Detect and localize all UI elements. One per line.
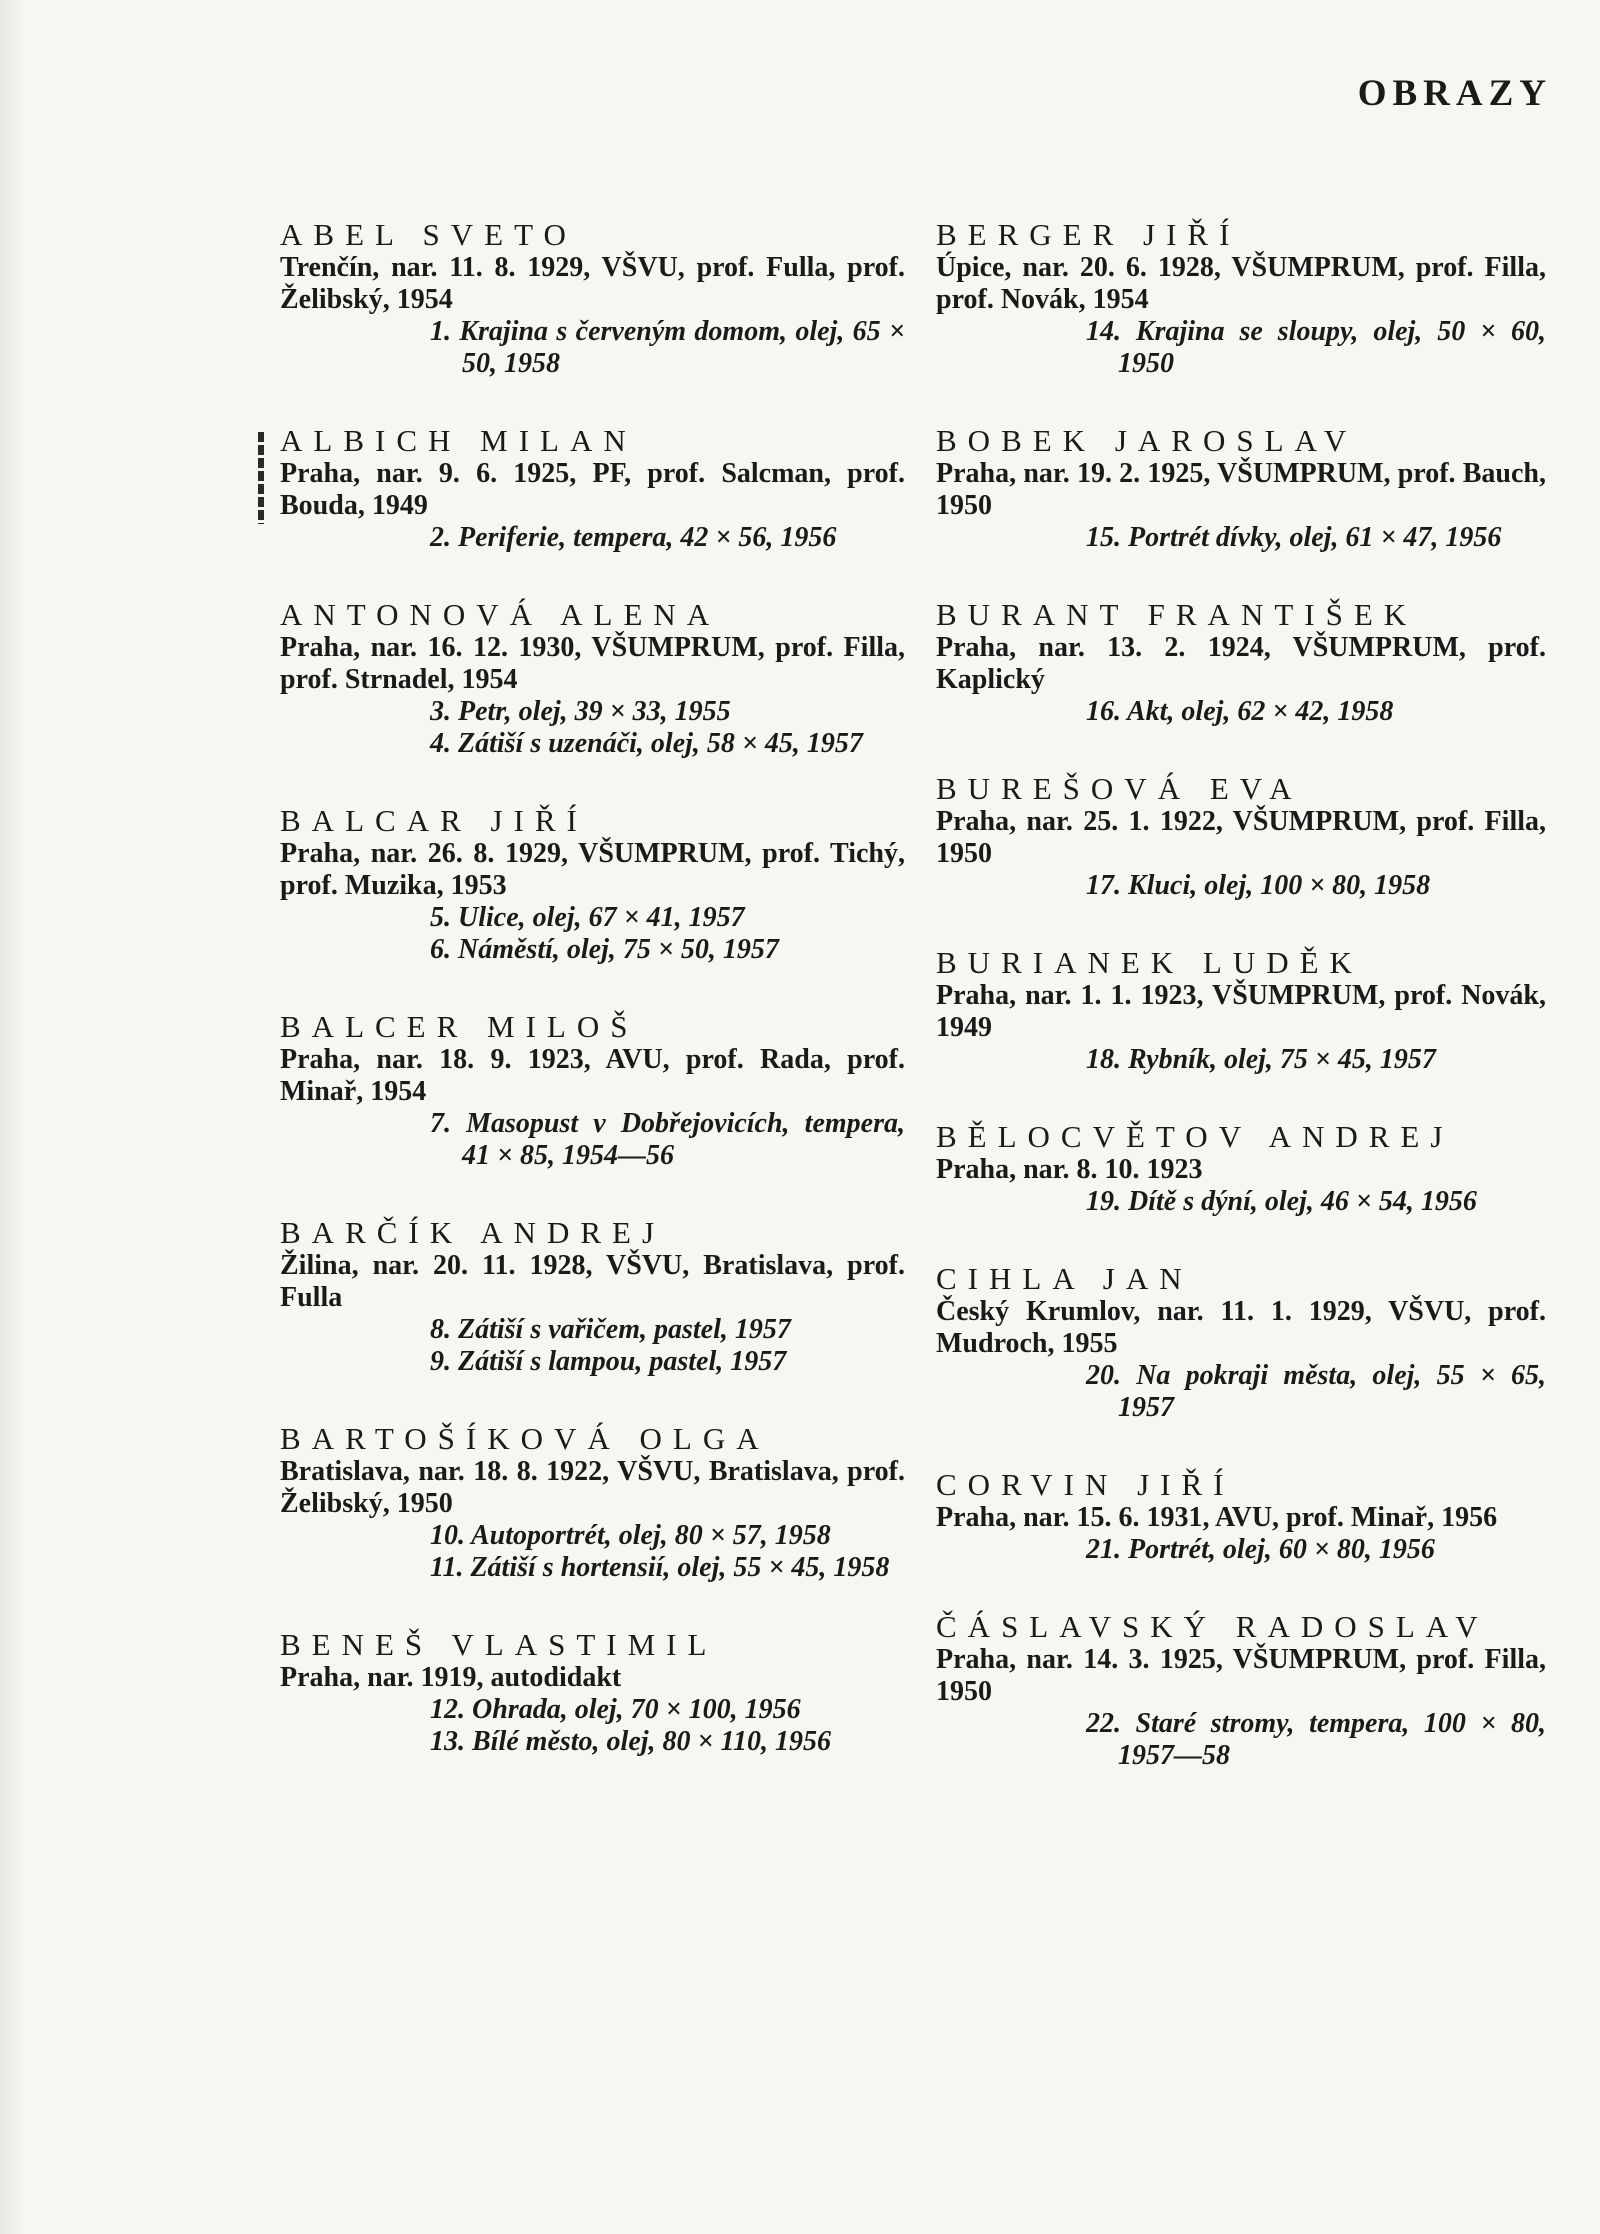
artwork-item: 20. Na pokraji města, olej, 55 × 65, 1957 bbox=[1086, 1360, 1546, 1423]
artist-bio: Praha, nar. 26. 8. 1929, VŠUMPRUM, prof. Tichý, prof. Muzika, 1953 bbox=[280, 838, 905, 901]
artist-bio: Praha, nar. 15. 6. 1931, AVU, prof. Minař, 1956 bbox=[936, 1502, 1498, 1533]
artist-entry bbox=[280, 598, 905, 760]
artwork-item: 8. Zátiší s vařičem, pastel, 1957 bbox=[430, 1314, 791, 1345]
artist-name: BURANT FRANTIŠEK bbox=[936, 597, 1418, 632]
artist-bio: Praha, nar. 16. 12. 1930, VŠUMPRUM, prof. Filla, prof. Strnadel, 1954 bbox=[280, 632, 905, 695]
artist-bio: Praha, nar. 14. 3. 1925, VŠUMPRUM, prof. Filla, 1950 bbox=[936, 1644, 1546, 1707]
artist-bio: Praha, nar. 19. 2. 1925, VŠUMPRUM, prof. Bauch, 1950 bbox=[936, 458, 1546, 521]
artist-name: ALBICH MILAN bbox=[280, 423, 637, 458]
artist-bio: Žilina, nar. 20. 11. 1928, VŠVU, Bratislava, prof. Fulla bbox=[280, 1250, 905, 1313]
artist-entry bbox=[280, 1216, 905, 1378]
artwork-item: 22. Staré stromy, tempera, 100 × 80, 1957—58 bbox=[1086, 1708, 1546, 1771]
artist-entry bbox=[280, 1422, 905, 1584]
artist-bio: Praha, nar. 1919, autodidakt bbox=[280, 1662, 622, 1693]
artwork-item: 3. Petr, olej, 39 × 33, 1955 bbox=[430, 696, 731, 727]
running-head: OBRAZY bbox=[1357, 73, 1552, 114]
left-column bbox=[280, 218, 905, 1802]
artwork-item: 15. Portrét dívky, olej, 61 × 47, 1956 bbox=[1086, 522, 1502, 553]
artist-entry bbox=[936, 1610, 1546, 1772]
artist-entry bbox=[936, 1262, 1546, 1424]
artwork-item: 10. Autoportrét, olej, 80 × 57, 1958 bbox=[430, 1520, 831, 1551]
artwork-item: 1. Krajina s červeným domom, olej, 65 × 50, 1958 bbox=[430, 316, 905, 379]
artist-entry bbox=[936, 1120, 1546, 1218]
artist-bio: Český Krumlov, nar. 11. 1. 1929, VŠVU, prof. Mudroch, 1955 bbox=[936, 1296, 1546, 1359]
artist-entry bbox=[280, 218, 905, 380]
artist-entry bbox=[280, 1010, 905, 1172]
artist-bio: Praha, nar. 1. 1. 1923, VŠUMPRUM, prof. Novák, 1949 bbox=[936, 980, 1546, 1043]
artist-bio: Bratislava, nar. 18. 8. 1922, VŠVU, Bratislava, prof. Želibský, 1950 bbox=[280, 1456, 905, 1519]
artwork-item: 2. Periferie, tempera, 42 × 56, 1956 bbox=[430, 522, 837, 553]
artist-name: BALCER MILOŠ bbox=[280, 1009, 639, 1044]
artist-entry bbox=[936, 218, 1546, 380]
artist-entry bbox=[936, 1468, 1546, 1566]
artist-name: BURIANEK LUDĚK bbox=[936, 945, 1363, 980]
artist-entry bbox=[936, 424, 1546, 554]
artist-entry bbox=[280, 804, 905, 966]
artist-name: BUREŠOVÁ EVA bbox=[936, 771, 1303, 806]
artwork-item: 13. Bílé město, olej, 80 × 110, 1956 bbox=[430, 1726, 831, 1757]
artist-bio: Praha, nar. 25. 1. 1922, VŠUMPRUM, prof. Filla, 1950 bbox=[936, 806, 1546, 869]
artist-name: BALCAR JIŘÍ bbox=[280, 803, 588, 838]
artist-name: BENEŠ VLASTIMIL bbox=[280, 1627, 718, 1662]
artwork-item: 14. Krajina se sloupy, olej, 50 × 60, 1950 bbox=[1086, 316, 1546, 379]
artist-name: BĚLOCVĚTOV ANDREJ bbox=[936, 1119, 1454, 1154]
page-edge-shadow bbox=[0, 0, 26, 2234]
artwork-item: 12. Ohrada, olej, 70 × 100, 1956 bbox=[430, 1694, 801, 1725]
artist-entry bbox=[280, 424, 905, 554]
artist-name: BOBEK JAROSLAV bbox=[936, 423, 1358, 458]
artist-name: BERGER JIŘÍ bbox=[936, 217, 1241, 252]
artist-entry bbox=[936, 598, 1546, 728]
artist-bio: Praha, nar. 9. 6. 1925, PF, prof. Salcman, prof. Bouda, 1949 bbox=[280, 458, 905, 521]
artist-name: BARČÍK ANDREJ bbox=[280, 1215, 666, 1250]
artist-name: BARTOŠÍKOVÁ OLGA bbox=[280, 1421, 770, 1456]
artwork-item: 18. Rybník, olej, 75 × 45, 1957 bbox=[1086, 1044, 1436, 1075]
artwork-item: 21. Portrét, olej, 60 × 80, 1956 bbox=[1086, 1534, 1435, 1565]
artist-name: CIHLA JAN bbox=[936, 1261, 1193, 1296]
artist-name: ČÁSLAVSKÝ RADOSLAV bbox=[936, 1609, 1489, 1644]
artwork-item: 7. Masopust v Dobřejovicích, tempera, 41 × 85, 1954—56 bbox=[430, 1108, 905, 1171]
artist-bio: Praha, nar. 13. 2. 1924, VŠUMPRUM, prof. Kaplický bbox=[936, 632, 1546, 695]
artist-bio: Praha, nar. 8. 10. 1923 bbox=[936, 1154, 1203, 1185]
artwork-item: 4. Zátiší s uzenáči, olej, 58 × 45, 1957 bbox=[430, 728, 863, 759]
right-column bbox=[936, 218, 1546, 1816]
artist-bio: Trenčín, nar. 11. 8. 1929, VŠVU, prof. Fulla, prof. Želibský, 1954 bbox=[280, 252, 905, 315]
artwork-item: 11. Zátiší s hortensií, olej, 55 × 45, 1958 bbox=[430, 1552, 890, 1583]
artist-entry bbox=[280, 1628, 905, 1758]
artwork-item: 17. Kluci, olej, 100 × 80, 1958 bbox=[1086, 870, 1431, 901]
artist-entry bbox=[936, 946, 1546, 1076]
artist-name: ANTONOVÁ ALENA bbox=[280, 597, 721, 632]
artwork-item: 16. Akt, olej, 62 × 42, 1958 bbox=[1086, 696, 1394, 727]
artwork-item: 6. Náměstí, olej, 75 × 50, 1957 bbox=[430, 934, 779, 965]
artist-name: CORVIN JIŘÍ bbox=[936, 1467, 1235, 1502]
artwork-item: 19. Dítě s dýní, olej, 46 × 54, 1956 bbox=[1086, 1186, 1477, 1217]
artwork-item: 9. Zátiší s lampou, pastel, 1957 bbox=[430, 1346, 787, 1377]
artist-bio: Praha, nar. 18. 9. 1923, AVU, prof. Rada, prof. Minař, 1954 bbox=[280, 1044, 905, 1107]
margin-mark bbox=[258, 432, 264, 524]
artwork-item: 5. Ulice, olej, 67 × 41, 1957 bbox=[430, 902, 745, 933]
artist-entry bbox=[936, 772, 1546, 902]
artist-bio: Úpice, nar. 20. 6. 1928, VŠUMPRUM, prof. Filla, prof. Novák, 1954 bbox=[936, 252, 1546, 315]
artist-name: ABEL SVETO bbox=[280, 217, 577, 252]
